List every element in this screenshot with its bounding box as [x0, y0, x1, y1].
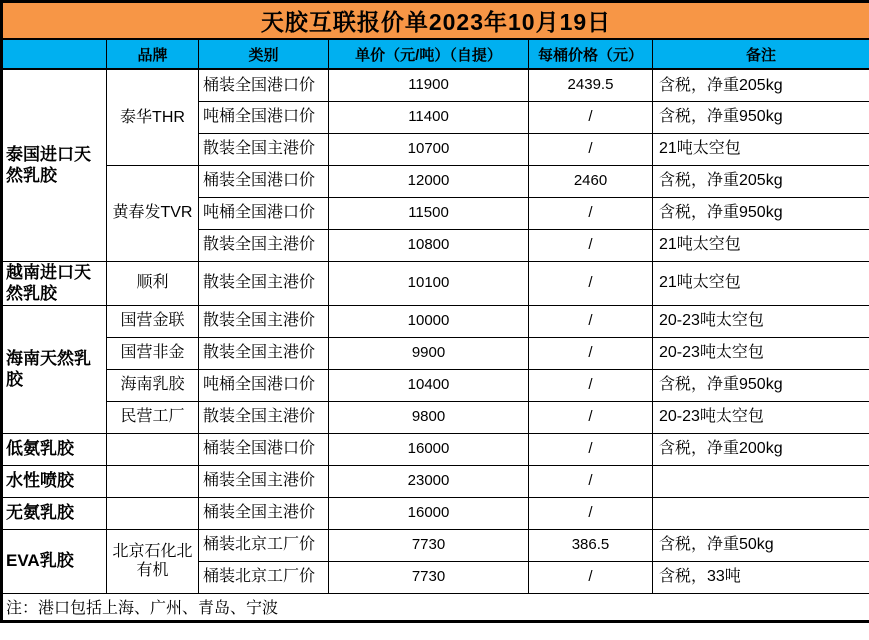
barrel-price-cell: 2460	[529, 165, 653, 197]
unit-price-cell: 23000	[329, 465, 529, 497]
barrel-price-cell: /	[529, 433, 653, 465]
category-cell: 桶装全国港口价	[199, 165, 329, 197]
footer-row	[2, 593, 869, 621]
remark-cell	[653, 497, 869, 529]
category-cell: 桶装全国主港价	[199, 497, 329, 529]
barrel-price-cell: /	[529, 497, 653, 529]
unit-price-cell: 12000	[329, 165, 529, 197]
remark-cell: 含税，净重950kg	[653, 101, 869, 133]
header-row	[2, 39, 869, 69]
unit-price-cell: 10800	[329, 229, 529, 261]
barrel-price-cell: /	[529, 369, 653, 401]
category-cell: 桶装全国港口价	[199, 433, 329, 465]
unit-price-cell: 9800	[329, 401, 529, 433]
remark-cell: 21吨太空包	[653, 261, 869, 305]
barrel-price-cell: /	[529, 261, 653, 305]
header-unit-price: 单价（元/吨）（自提）	[329, 39, 529, 69]
unit-price-cell: 11900	[329, 69, 529, 101]
table-row	[2, 497, 869, 529]
brand-cell	[107, 465, 199, 497]
brand-cell: 泰华THR	[107, 69, 199, 165]
category-cell: 散装全国主港价	[199, 133, 329, 165]
table-row	[2, 529, 869, 561]
unit-price-cell: 10700	[329, 133, 529, 165]
brand-cell: 国营非金	[107, 337, 199, 369]
brand-cell: 顺利	[107, 261, 199, 305]
brand-cell: 国营金联	[107, 305, 199, 337]
quote-table-body	[2, 69, 869, 593]
brand-cell	[107, 497, 199, 529]
category-cell: 散装全国主港价	[199, 337, 329, 369]
header-category: 类别	[199, 39, 329, 69]
unit-price-cell: 10400	[329, 369, 529, 401]
brand-cell: 北京石化北有机	[107, 529, 199, 593]
brand-cell: 黄春发TVR	[107, 165, 199, 261]
brand-cell	[107, 433, 199, 465]
category-cell: 桶装全国主港价	[199, 465, 329, 497]
unit-price-cell: 7730	[329, 529, 529, 561]
table-row	[2, 337, 869, 369]
brand-cell: 海南乳胶	[107, 369, 199, 401]
remark-cell: 21吨太空包	[653, 133, 869, 165]
unit-price-cell: 9900	[329, 337, 529, 369]
remark-cell: 含税，净重950kg	[653, 369, 869, 401]
barrel-price-cell: 2439.5	[529, 69, 653, 101]
barrel-price-cell: /	[529, 465, 653, 497]
barrel-price-cell: /	[529, 229, 653, 261]
header-group-blank	[2, 39, 107, 69]
remark-cell	[653, 465, 869, 497]
remark-cell: 20-23吨太空包	[653, 305, 869, 337]
remark-cell: 含税，净重200kg	[653, 433, 869, 465]
barrel-price-cell: /	[529, 133, 653, 165]
unit-price-cell: 16000	[329, 497, 529, 529]
group-cell: 水性喷胶	[2, 465, 107, 497]
table-row	[2, 165, 869, 197]
remark-cell: 含税，净重205kg	[653, 69, 869, 101]
unit-price-cell: 10100	[329, 261, 529, 305]
unit-price-cell: 10000	[329, 305, 529, 337]
category-cell: 吨桶全国港口价	[199, 369, 329, 401]
header-remark: 备注	[653, 39, 869, 69]
footer-note: 注：港口包括上海、广州、青岛、宁波	[2, 593, 869, 621]
group-cell: EVA乳胶	[2, 529, 107, 593]
group-cell: 无氨乳胶	[2, 497, 107, 529]
category-cell: 吨桶全国港口价	[199, 101, 329, 133]
brand-cell: 民营工厂	[107, 401, 199, 433]
barrel-price-cell: /	[529, 305, 653, 337]
title-row	[2, 2, 869, 40]
category-cell: 散装全国主港价	[199, 401, 329, 433]
header-barrel-price: 每桶价格（元）	[529, 39, 653, 69]
table-row	[2, 305, 869, 337]
remark-cell: 含税，净重950kg	[653, 197, 869, 229]
remark-cell: 21吨太空包	[653, 229, 869, 261]
unit-price-cell: 11500	[329, 197, 529, 229]
remark-cell: 20-23吨太空包	[653, 401, 869, 433]
group-cell: 越南进口天然乳胶	[2, 261, 107, 305]
table-row	[2, 69, 869, 101]
group-cell: 低氨乳胶	[2, 433, 107, 465]
category-cell: 散装全国主港价	[199, 261, 329, 305]
group-cell: 泰国进口天然乳胶	[2, 69, 107, 261]
barrel-price-cell: /	[529, 197, 653, 229]
remark-cell: 含税，净重50kg	[653, 529, 869, 561]
category-cell: 吨桶全国港口价	[199, 197, 329, 229]
barrel-price-cell: /	[529, 101, 653, 133]
barrel-price-cell: /	[529, 401, 653, 433]
category-cell: 桶装全国港口价	[199, 69, 329, 101]
remark-cell: 含税，净重205kg	[653, 165, 869, 197]
table-row	[2, 465, 869, 497]
category-cell: 桶装北京工厂价	[199, 561, 329, 593]
unit-price-cell: 11400	[329, 101, 529, 133]
table-row	[2, 401, 869, 433]
group-cell: 海南天然乳胶	[2, 305, 107, 433]
page-title: 天胶互联报价单2023年10月19日	[2, 2, 869, 40]
barrel-price-cell: 386.5	[529, 529, 653, 561]
remark-cell: 含税，33吨	[653, 561, 869, 593]
category-cell: 桶装北京工厂价	[199, 529, 329, 561]
table-row	[2, 261, 869, 305]
remark-cell: 20-23吨太空包	[653, 337, 869, 369]
unit-price-cell: 16000	[329, 433, 529, 465]
header-brand: 品牌	[107, 39, 199, 69]
barrel-price-cell: /	[529, 337, 653, 369]
category-cell: 散装全国主港价	[199, 305, 329, 337]
table-row	[2, 433, 869, 465]
barrel-price-cell: /	[529, 561, 653, 593]
category-cell: 散装全国主港价	[199, 229, 329, 261]
table-row	[2, 369, 869, 401]
unit-price-cell: 7730	[329, 561, 529, 593]
